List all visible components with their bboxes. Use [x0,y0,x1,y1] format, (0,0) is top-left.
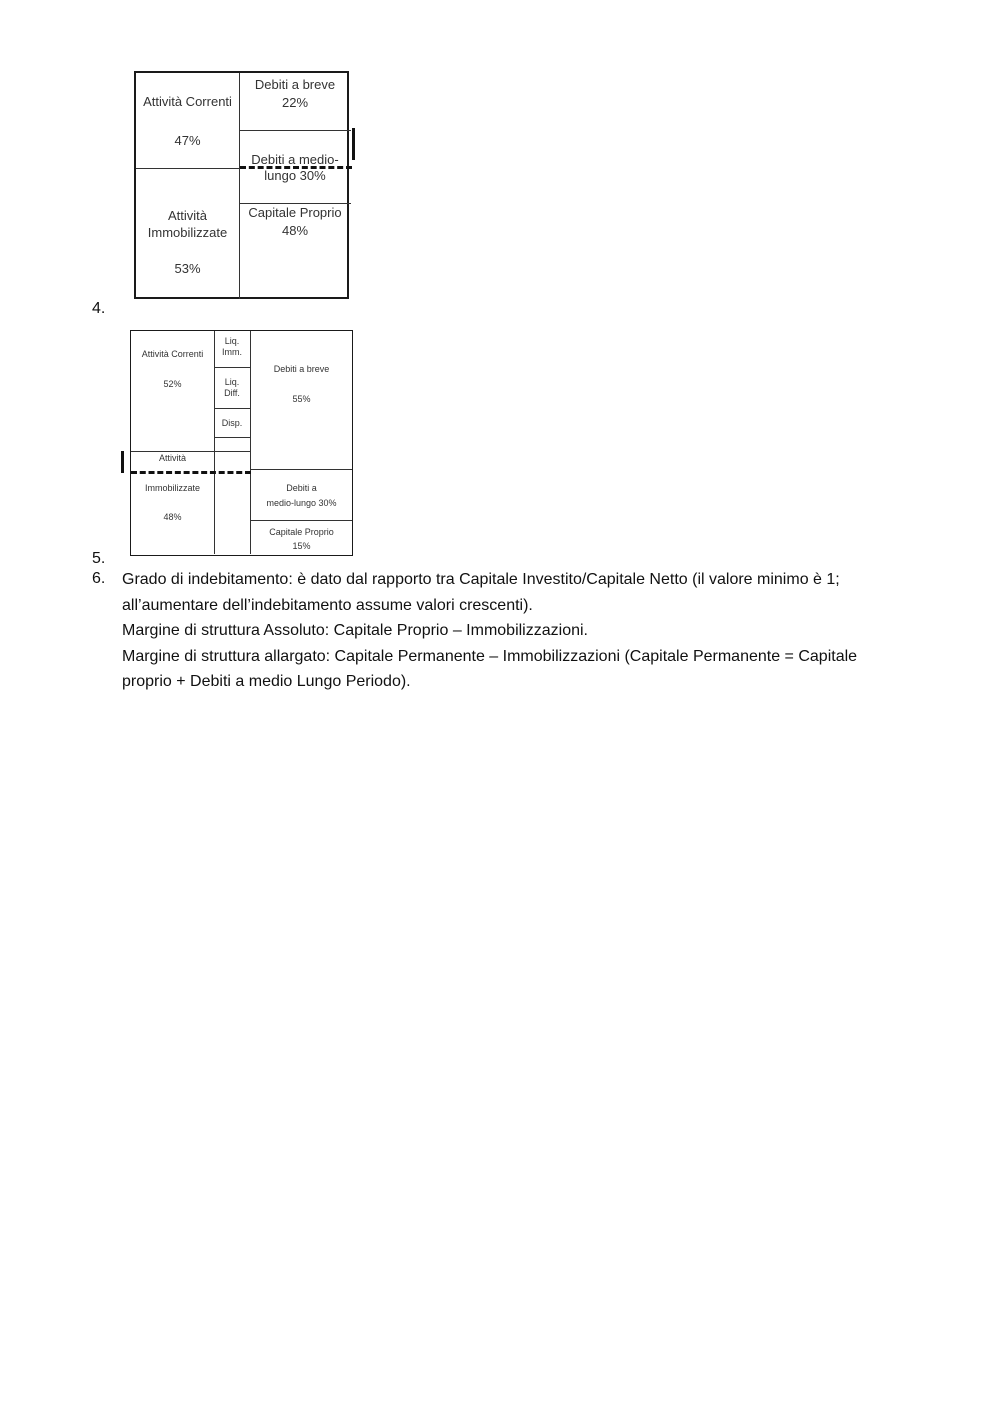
capitale-proprio-pct: 48% [281,223,309,238]
debiti-medio-lungo-label: medio-lungo 30% [266,498,337,508]
attivita-immobilizzate-pct: 53% [174,261,201,276]
immobilizzate-label: Immobilizzate [144,483,200,493]
item-number-6: 6. [92,570,106,587]
debiti-breve-pct: 22% [281,95,309,110]
balance-sheet-diagram-4 [134,71,349,299]
item-number-4: 4. [92,300,106,317]
attivita-correnti-label: Attività Correnti [141,349,204,359]
paragraph-line: proprio + Debiti a medio Lungo Periodo). [122,673,411,690]
debiti-medio-lungo-label: Debiti a [286,483,317,493]
capitale-proprio-pct: 15% [292,541,311,551]
paragraph-line: Margine di struttura allargato: Capitale Permanente – Immobilizzazioni (Capitale Permanente = Capitale [122,647,858,665]
divider [214,437,251,438]
liq-imm-label: Liq. [224,336,240,346]
divider [250,520,352,521]
divider [214,367,251,368]
debiti-breve-pct: 55% [292,394,311,404]
divider [239,130,351,131]
paragraph-line: Margine di struttura Assoluto: Capitale Proprio – Immobilizzazioni. [122,622,588,639]
attivita-immobilizzate-label: Immobilizzate [147,225,228,240]
marker-bar [121,451,124,473]
capitale-proprio-label: Capitale Proprio [248,205,342,220]
capitale-proprio-label: Capitale Proprio [269,527,334,537]
attivita-correnti-pct: 52% [163,379,182,389]
marker-bar [352,128,355,160]
attivita-correnti-pct: 47% [174,133,201,148]
paragraph-line: Grado di indebitamento: è dato dal rapporto tra Capitale Investito/Capitale Netto (il valore minimo è 1; [122,571,840,588]
attivita-label: Attività [158,453,186,463]
item-number-5: 5. [92,550,106,567]
debiti-breve-label: Debiti a breve [273,364,330,374]
debiti-medio-lungo-label: lungo 30% [264,168,326,183]
divider [250,469,352,470]
debiti-medio-lungo-label: Debiti a medio- [251,152,339,167]
divider [214,408,251,409]
balance-sheet-diagram-5 [130,330,353,556]
liq-diff-label: Diff. [224,388,240,398]
dashed-separator [131,471,251,474]
divider [214,331,215,554]
debiti-breve-label: Debiti a breve [254,77,336,92]
item-6-text [122,567,940,695]
liq-diff-label: Liq. [224,377,240,387]
liq-imm-label: Imm. [222,347,242,357]
disp-label: Disp. [221,418,243,428]
attivita-correnti-label: Attività Correnti [143,94,232,109]
attivita-immobilizzate-label: Attività [167,208,207,223]
immobilizzate-pct: 48% [163,512,182,522]
divider [136,168,240,169]
paragraph-line: all’aumentare dell’indebitamento assume valori crescenti). [122,596,533,614]
